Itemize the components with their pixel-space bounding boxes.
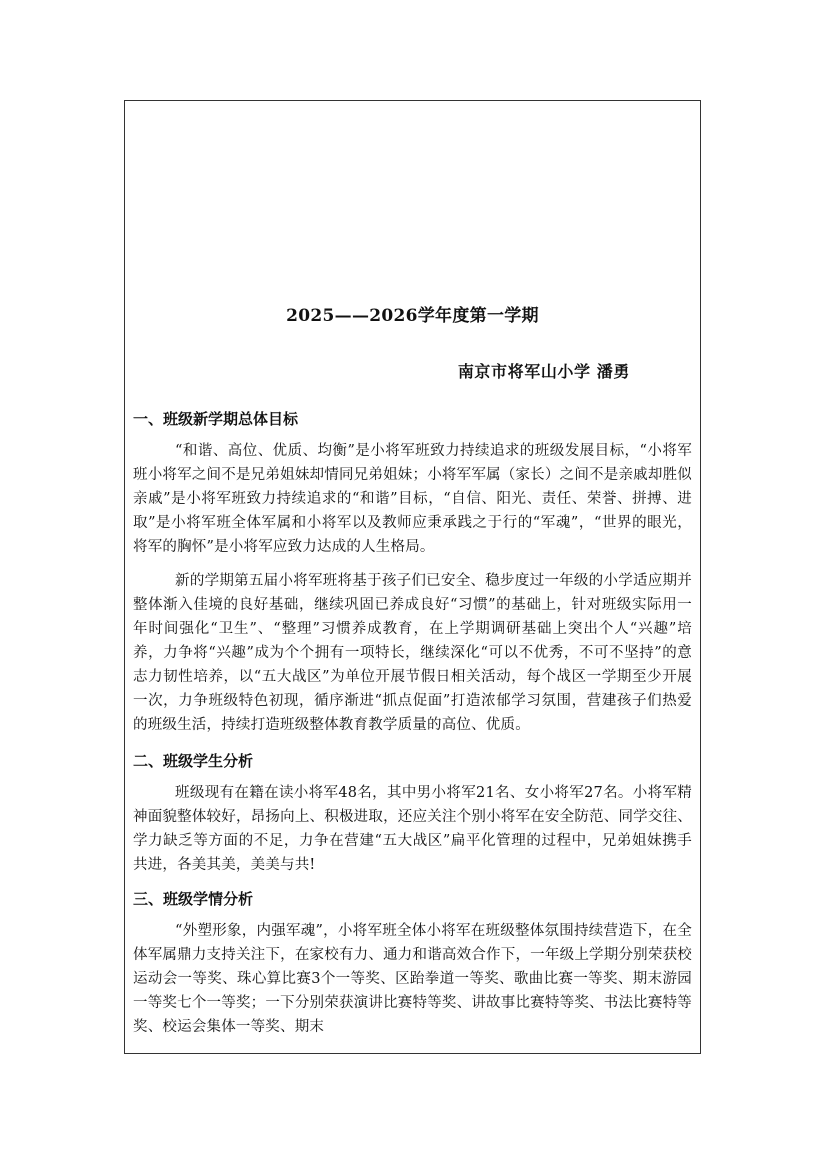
paragraph: 班级现有在籍在读小将军48名，其中男小将军21名、女小将军27名。小将军精神面貌整体较好，昂扬向上、积极进取，还应关注个别小将军在安全防范、同学交往、学力缺乏等方面的不足，力争在营建“五大战区”扁平化管理的过程中，兄弟姐妹携手共进，各美其美，美美与共! — [133, 785, 692, 873]
document-frame — [124, 100, 701, 1054]
section-student-analysis — [133, 749, 692, 877]
paragraph: 新的学期第五届小将军班将基于孩子们已安全、稳步度过一年级的小学适应期并整体渐入佳境的良好基础，继续巩固已养成良好“习惯”的基础上，针对班级实际用一年时间强化“卫生”、“整理”习惯养成教育，在上学期调研基础上突出个人“兴趣”培养，力争将“兴趣”成为个个拥有一项特长，继续深化“可以不优秀，不可不坚持”的意志力韧性培养，以“五大战区”为单位开展节假日相关活动，每个战区一学期至少开展一次，力争班级特色初现，循序渐进“抓点促面”打造浓郁学习氛围，营建孩子们热爱的班级生活，持续打造班级整体教育教学质量的高位、优质。 — [133, 573, 692, 733]
section-goals — [133, 407, 692, 737]
section-heading-learning-analysis: 三、班级学情分析 — [133, 890, 254, 908]
section-heading-student-analysis: 二、班级学生分析 — [133, 752, 254, 770]
paragraph: “外塑形象，内强军魂”，小将军班全体小将军在班级整体氛围持续营造下，在全体军属鼎力支持关注下，在家校有力、通力和谐高效合作下，一年级上学期分别荣获校运动会一等奖、珠心算比赛3个一等奖、区跆拳道一等奖、歌曲比赛一等奖、期末游园一等奖七个一等奖；一下分别荣获演讲比赛特等奖、讲故事比赛特等奖、书法比赛特等奖、校运会集体一等奖、期末 — [133, 923, 692, 1035]
section-learning-analysis — [133, 887, 692, 1039]
document-author: 南京市将军山小学 潘勇 — [457, 362, 630, 381]
paragraph: “和谐、高位、优质、均衡”是小将军班致力持续追求的班级发展目标，“小将军班小将军之间不是兄弟姐妹却情同兄弟姐妹；小将军军属（家长）之间不是亲戚却胜似亲戚”是小将军班致力持续追求的“和谐”目标，“自信、阳光、责任、荣誉、拼搏、进取”是小将军班全体军属和小将军以及教师应秉承践之于行的“军魂”，“世界的眼光，将军的胸怀”是小将军应致力达成的人生格局。 — [133, 443, 692, 555]
document-title: 2025——2026学年度第一学期 — [286, 306, 539, 326]
document-body — [133, 407, 692, 1049]
section-heading-goals: 一、班级新学期总体目标 — [133, 410, 299, 428]
